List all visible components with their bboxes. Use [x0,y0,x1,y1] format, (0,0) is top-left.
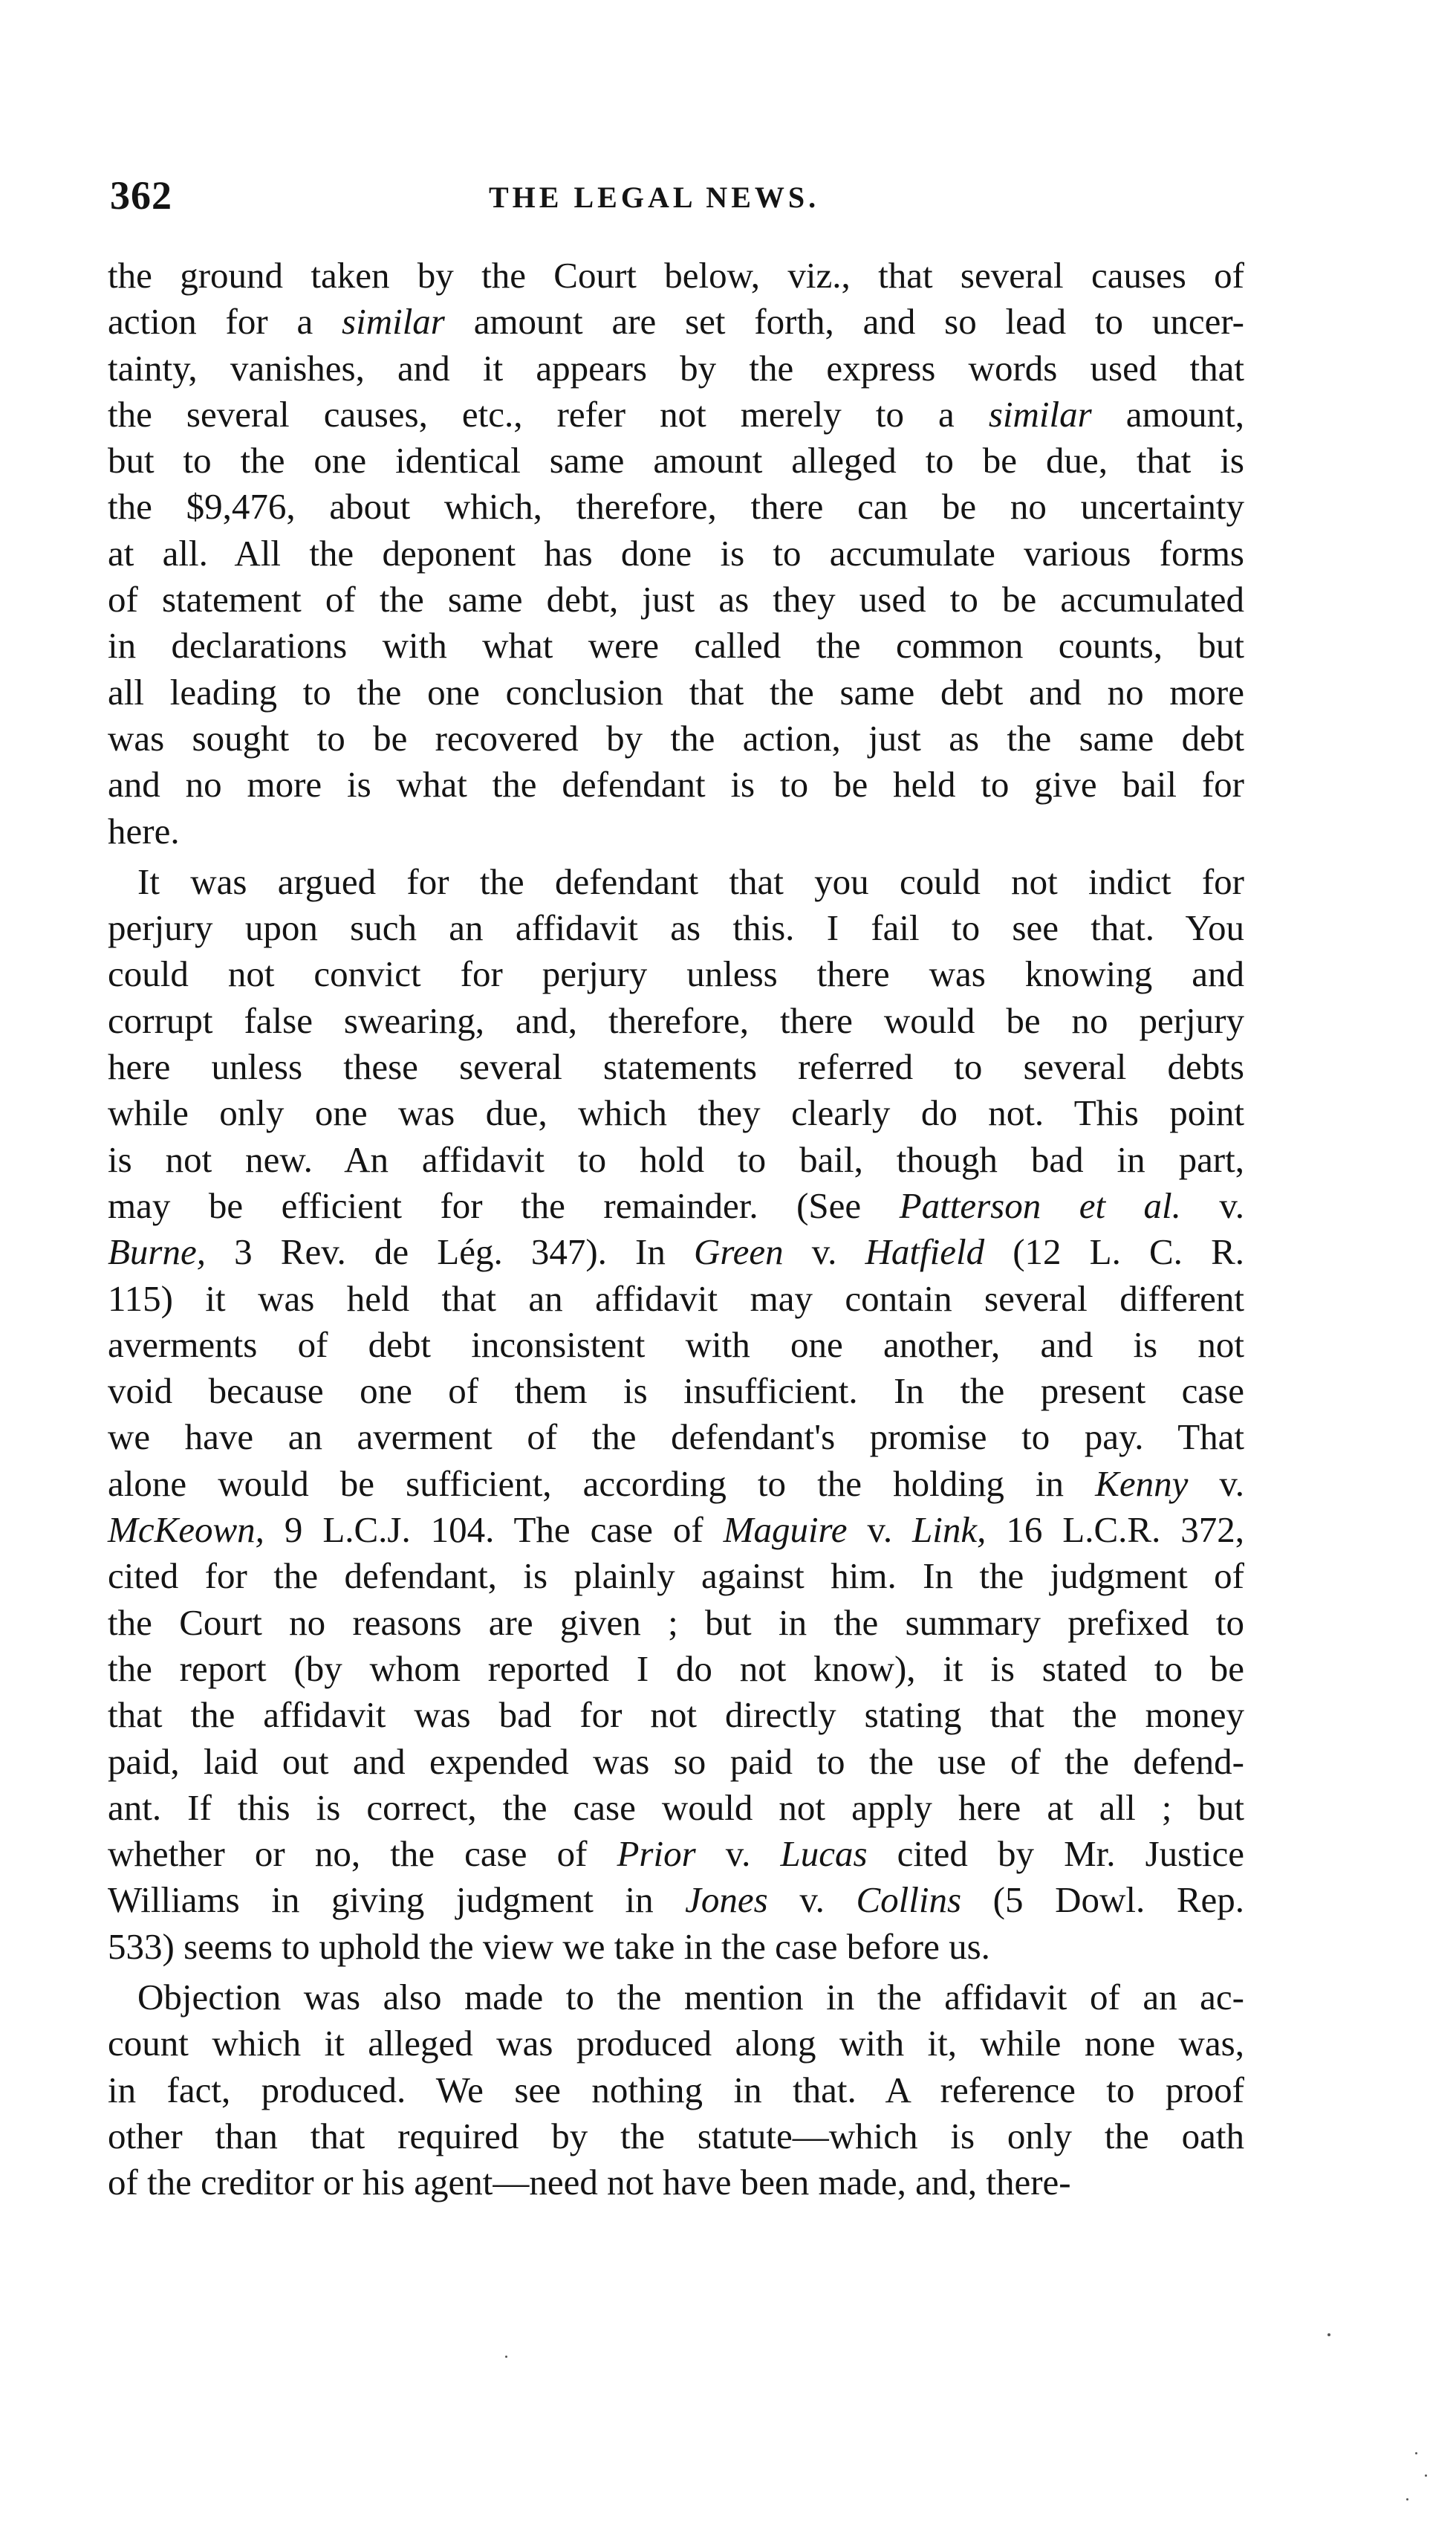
text-segment: Objection was also made to the mention in the affidavit of an ac- [137,1976,1244,2017]
paragraph [108,859,1244,1970]
text-line [108,1414,1244,1460]
text-line [108,905,1244,951]
text-line [108,951,1244,997]
italic-text: Hatfield [865,1231,985,1273]
page-number: 362 [110,173,172,218]
text-segment: was sought to be recovered by the action, just as the same debt [108,717,1244,759]
text-segment: the several causes, etc., refer not merely to a [108,393,989,435]
italic-text: McKeown, [108,1509,264,1551]
text-segment: 115) it was held that an affidavit may contain several different [108,1277,1244,1319]
text-segment: that the affidavit was bad for not directly stating that the money [108,1694,1244,1736]
text-line [108,670,1244,716]
text-line [108,762,1244,808]
text-line [108,1785,1244,1831]
text-segment: v. [1180,1184,1244,1226]
text-segment: 3 Rev. de Lég. 347). In [206,1231,695,1273]
text-segment: other than that required by the statute—which is only the oath [108,2115,1244,2156]
text-segment: while only one was due, which they clearly do not. This point [108,1092,1244,1134]
italic-text: Prior [617,1833,696,1875]
text-line [108,346,1244,392]
text-line [108,1646,1244,1692]
text-line [108,2067,1244,2113]
text-segment: 533) seems to uphold the view we take in the case before us. [108,1925,990,1967]
scan-speck [505,2356,507,2358]
italic-text: Lucas [780,1833,868,1875]
text-line [108,577,1244,623]
text-segment: action for a [108,301,342,343]
text-line [108,392,1244,438]
text-line [108,253,1244,299]
text-line [108,2020,1244,2067]
text-segment: corrupt false swearing, and, therefore, there would be no perjury [108,999,1244,1041]
text-line [108,1368,1244,1414]
text-segment: paid, laid out and expended was so paid to the use of the defend- [108,1740,1244,1782]
text-line [108,1322,1244,1368]
text-segment: could not convict for perjury unless there was knowing and [108,953,1244,995]
text-segment: cited by Mr. Justice [867,1833,1244,1875]
text-segment: here. [108,810,180,852]
text-segment: in declarations with what were called the common counts, but [108,625,1244,667]
text-line [108,531,1244,577]
text-segment: 9 L.C.J. 104. The case of [264,1509,724,1551]
text-line [108,808,1244,855]
text-segment: whether or no, the case of [108,1833,617,1875]
italic-text: Kenny [1095,1462,1189,1504]
text-line [108,484,1244,530]
text-segment: is not new. An affidavit to hold to bail, though bad in part, [108,1138,1244,1180]
text-segment: of statement of the same debt, just as they used to be accumulated [108,579,1244,620]
text-line [108,1831,1244,1877]
italic-text: Jones [685,1879,768,1921]
text-segment: (12 L. C. R. [984,1231,1244,1273]
italic-text: similar [988,393,1092,435]
text-segment: the report (by whom reported I do not know), it is stated to be [108,1647,1244,1689]
text-segment: v. [1188,1462,1244,1504]
text-segment: amount are set forth, and so lead to uncer- [444,301,1244,343]
text-segment: we have an averment of the defendant's promise to pay. That [108,1416,1244,1458]
text-line [108,1739,1244,1785]
text-line [108,1974,1244,2020]
page-header [110,172,1239,239]
text-segment: It was argued for the defendant that you could not indict for [137,860,1244,902]
text-segment: 16 L.C.R. 372, [986,1509,1245,1551]
text-line [108,1090,1244,1136]
text-segment: perjury upon such an affidavit as this. I fail to see that. You [108,907,1244,949]
italic-text: Burne, [108,1231,206,1273]
text-line [108,623,1244,669]
text-segment: and no more is what the defendant is to be held to give bail for [108,764,1244,806]
text-line [108,1137,1244,1183]
text-line [108,1044,1244,1090]
italic-text: Collins [856,1879,962,1921]
body-text [108,253,1244,2205]
text-segment: in fact, produced. We see nothing in that. A reference to proof [108,2069,1244,2110]
text-line [108,1507,1244,1553]
text-segment: of the creditor or his agent—need not have been made, and, there- [108,2162,1071,2203]
paragraph [108,1974,1244,2205]
scan-speck [1406,2498,1408,2500]
text-segment: v. [695,1833,781,1875]
text-segment: void because one of them is insufficient. In the present case [108,1370,1244,1412]
text-segment: cited for the defendant, is plainly against him. In the judgment of [108,1555,1244,1597]
text-line [108,1553,1244,1599]
text-segment: the ground taken by the Court below, viz., that several causes of [108,255,1244,296]
text-line [108,1877,1244,1923]
text-segment: v. [767,1879,857,1921]
text-line [108,2159,1244,2205]
text-segment: alone would be sufficient, according to the holding in [108,1462,1096,1504]
text-segment: but to the one identical same amount alleged to be due, that is [108,440,1244,482]
text-segment: amount, [1091,393,1244,435]
italic-text: Link, [912,1509,987,1551]
text-line [108,1229,1244,1275]
text-segment: v. [783,1231,865,1273]
text-segment: (5 Dowl. Rep. [961,1879,1244,1921]
text-line [108,1461,1244,1507]
italic-text: Maguire [723,1509,848,1551]
text-line [108,1692,1244,1738]
text-segment: the $9,476, about which, therefore, there can be no uncertainty [108,486,1244,528]
text-line [108,1183,1244,1229]
italic-text: Green [694,1231,784,1273]
text-line [108,1276,1244,1322]
text-line [108,716,1244,762]
text-segment: tainty, vanishes, and it appears by the express words used that [108,347,1244,389]
text-segment: count which it alleged was produced along with it, while none was, [108,2023,1244,2064]
scan-speck [1327,2333,1330,2336]
text-line [108,998,1244,1044]
scan-speck [1425,2474,1427,2477]
text-segment: ant. If this is correct, the case would not apply here at all ; but [108,1786,1244,1828]
text-line [108,859,1244,905]
text-line [108,438,1244,484]
text-segment: here unless these several statements referred to several debts [108,1046,1244,1088]
text-segment: v. [847,1509,913,1551]
text-segment: at all. All the deponent has done is to accumulate various forms [108,532,1244,574]
text-line [108,1924,1244,1970]
text-line [108,2113,1244,2159]
paragraph [108,253,1244,855]
text-line [108,1600,1244,1646]
text-segment: the Court no reasons are given ; but in the summary prefixed to [108,1601,1244,1643]
italic-text: Patterson et al. [899,1184,1181,1226]
text-segment: all leading to the one conclusion that the same debt and no more [108,671,1244,713]
text-segment: may be efficient for the remainder. (See [108,1184,900,1226]
text-segment: Williams in giving judgment in [108,1879,686,1921]
italic-text: similar [342,301,445,343]
running-title: THE LEGAL NEWS. [489,181,820,214]
text-line [108,299,1244,345]
scan-speck [1415,2452,1417,2454]
text-segment: averments of debt inconsistent with one another, and is not [108,1323,1244,1365]
